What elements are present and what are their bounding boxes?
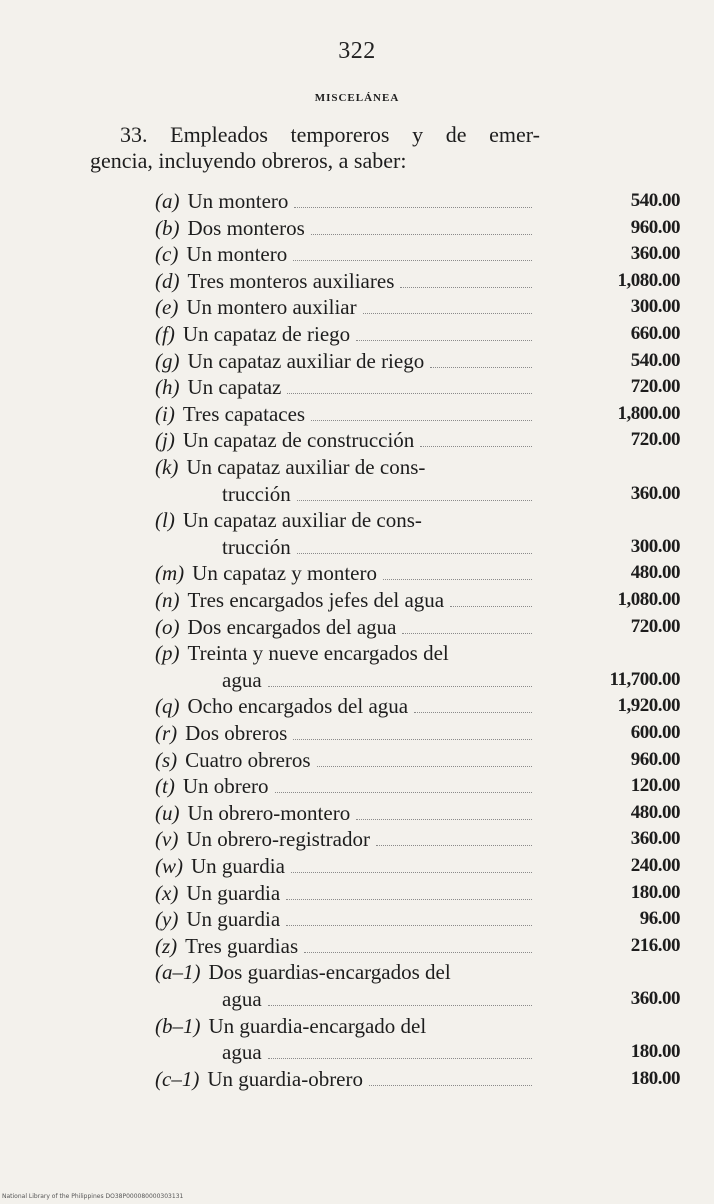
item-description [155,693,408,719]
item-continuation: agua [222,1040,262,1065]
item-text: Un capataz auxiliar de riego [187,348,425,373]
list-item [0,560,714,586]
dot-leader [311,419,532,421]
dot-leader [414,711,532,713]
item-description [155,507,422,533]
list-item [0,880,714,906]
dot-leader [304,951,532,953]
item-description [155,747,311,773]
item-letter: (u) [155,800,180,825]
dot-leader [268,685,532,687]
item-letter: (x) [155,880,179,905]
item-description [155,427,414,453]
dot-leader [356,339,532,341]
item-letter: (n) [155,588,180,612]
item-text: Tres capataces [182,401,306,426]
item-amount: 120.00 [630,775,680,797]
list-item [0,800,714,826]
item-amount: 960.00 [630,216,680,238]
item-description [155,374,281,400]
item-description [155,188,288,214]
list-item [0,215,714,241]
item-amount: 1,080.00 [617,269,680,291]
dot-leader [450,605,532,607]
dot-leader [297,499,532,501]
item-description [155,880,280,906]
list-item [0,454,714,506]
item-text: Tres guardias [185,933,299,958]
item-description [155,294,357,320]
dot-leader [356,818,532,820]
item-amount: 1,080.00 [617,589,680,610]
item-continuation: trucción [222,481,291,506]
item-description [155,321,350,347]
list-item [0,321,714,347]
dot-leader [311,233,532,235]
item-letter: (h) [155,375,180,400]
item-amount: 360.00 [630,987,680,1009]
item-letter: (o) [155,614,180,639]
dot-leader [275,791,532,793]
item-description [155,906,280,932]
dot-leader [400,286,532,288]
item-continuation: agua [222,667,262,692]
dot-leader [297,552,532,554]
list-item [0,348,714,374]
item-letter: (y) [155,907,179,932]
item-description [155,1066,363,1092]
list-item [0,241,714,267]
list-item [0,268,714,294]
item-letter: (b–1) [155,1013,201,1038]
item-description [155,614,396,640]
item-text: Un montero auxiliar [186,295,357,320]
list-item [0,587,714,613]
item-amount: 180.00 [630,881,680,903]
item-letter: (c–1) [155,1066,200,1091]
list-item [0,614,714,640]
item-description [155,959,451,985]
dot-leader [286,898,532,900]
list-item [0,826,714,852]
dot-leader [294,206,532,208]
item-letter: (c) [155,242,179,267]
item-letter: (i) [155,401,175,426]
item-description [155,348,424,374]
item-amount: 180.00 [630,1041,680,1063]
footer-watermark: National Library of the Philippines DO38P000080000303131 [2,1193,184,1200]
item-text: Un capataz de riego [182,322,351,346]
item-amount: 360.00 [630,243,680,265]
item-text: Dos guardias-encargados del [208,960,451,985]
item-amount: 540.00 [630,349,680,371]
item-text: Tres monteros auxiliares [187,268,395,293]
item-letter: (l) [155,508,175,533]
item-description [155,773,269,799]
item-continuation: trucción [222,534,291,559]
list-item [0,427,714,453]
item-letter: (s) [155,747,178,772]
list-item [0,720,714,746]
item-letter: (e) [155,295,179,320]
item-description [155,853,285,879]
item-amount: 480.00 [630,801,680,823]
item-description [155,268,394,294]
dot-leader [402,632,532,634]
dot-leader [286,924,532,926]
item-letter: (b) [155,215,180,240]
item-amount: 660.00 [630,323,680,344]
item-amount: 720.00 [630,429,680,451]
item-letter: (a–1) [155,960,201,985]
dot-leader [268,1057,532,1059]
item-amount: 300.00 [630,535,680,557]
item-text: Un capataz y montero [192,561,377,586]
dot-leader [287,392,532,394]
dot-leader [383,578,532,580]
item-description [155,215,305,241]
item-description [155,933,298,959]
dot-leader [376,844,532,846]
item-description [155,720,287,746]
item-amount: 240.00 [630,855,680,876]
item-text: Cuatro obreros [185,747,311,772]
item-text: Un guardia-encargado del [208,1013,427,1038]
item-text: Dos monteros [187,215,305,240]
item-letter: (v) [155,827,179,852]
item-text: Un guardia [186,880,281,905]
list-item [0,906,714,932]
list-item [0,1013,714,1065]
dot-leader [293,259,532,261]
item-description [155,587,444,613]
dot-leader [430,366,532,368]
list-item [0,401,714,427]
item-description [155,826,370,852]
section-title: MISCELÁNEA [314,92,400,104]
list-item [0,959,714,1011]
item-letter: (d) [155,268,180,293]
item-description [155,241,287,267]
item-description [155,640,449,666]
item-letter: (f) [155,322,175,346]
list-item [0,1066,714,1092]
item-amount: 360.00 [630,828,680,850]
intro-line-2: gencia, incluyendo obreros, a saber: [90,148,407,173]
item-text: Un capataz [187,375,282,400]
item-text: Un guardia [186,907,281,932]
list-item [0,773,714,799]
item-amount: 480.00 [630,562,680,584]
item-amount: 300.00 [630,296,680,318]
item-amount: 720.00 [630,615,680,637]
item-description [155,454,425,480]
item-amount: 600.00 [630,722,680,743]
item-letter: (j) [155,428,175,453]
item-text: Treinta y nueve encargados del [187,641,449,666]
dot-leader [293,738,532,740]
item-letter: (t) [155,774,175,799]
item-amount: 360.00 [630,482,680,504]
item-description [155,401,305,427]
item-letter: (r) [155,721,178,745]
dot-leader [317,765,532,767]
item-text: Un montero [186,242,288,267]
item-text: Un capataz de construcción [182,428,415,453]
item-letter: (g) [155,348,180,373]
item-text: Un obrero-registrador [186,827,370,852]
list-item [0,640,714,692]
list-item [0,853,714,879]
item-amount: 11,700.00 [609,668,680,690]
item-description [155,560,377,586]
dot-leader [420,445,532,447]
item-text: Un capataz auxiliar de cons- [182,508,422,533]
item-letter: (a) [155,189,180,213]
item-text: Un guardia-obrero [207,1066,363,1091]
item-letter: (m) [155,561,185,586]
dot-leader [363,312,532,314]
page-number: 322 [338,38,376,64]
item-text: Ocho encargados del agua [187,694,409,719]
item-letter: (w) [155,854,183,878]
item-description [155,800,350,826]
item-text: Un guardia [191,854,285,878]
dot-leader [291,871,532,873]
list-item [0,933,714,959]
dot-leader [369,1084,532,1086]
intro-line-1: 33. Empleados temporeros y de emer- [120,122,540,147]
item-text: Dos encargados del agua [187,614,397,639]
item-amount: 540.00 [630,190,680,211]
item-letter: (p) [155,641,180,666]
item-text: Un montero [187,189,289,213]
item-letter: (k) [155,455,179,479]
item-text: Un capataz auxiliar de cons- [186,455,426,479]
dot-leader [268,1004,532,1006]
item-text: Un obrero [182,774,269,799]
list-item [0,507,714,559]
item-amount: 96.00 [639,908,680,930]
item-amount: 720.00 [630,376,680,398]
item-amount: 1,920.00 [617,695,680,717]
item-amount: 960.00 [630,748,680,770]
item-text: Un obrero-montero [187,800,351,825]
item-description [155,1013,426,1039]
list-item [0,188,714,214]
item-text: Tres encargados jefes del agua [187,588,445,612]
list-item [0,693,714,719]
item-letter: (z) [155,933,178,958]
item-amount: 1,800.00 [617,402,680,424]
item-amount: 180.00 [630,1067,680,1089]
item-amount: 216.00 [630,934,680,956]
item-letter: (q) [155,694,180,719]
list-item [0,374,714,400]
item-continuation: agua [222,986,262,1011]
item-text: Dos obreros [185,721,288,745]
list-item [0,294,714,320]
list-item [0,747,714,773]
